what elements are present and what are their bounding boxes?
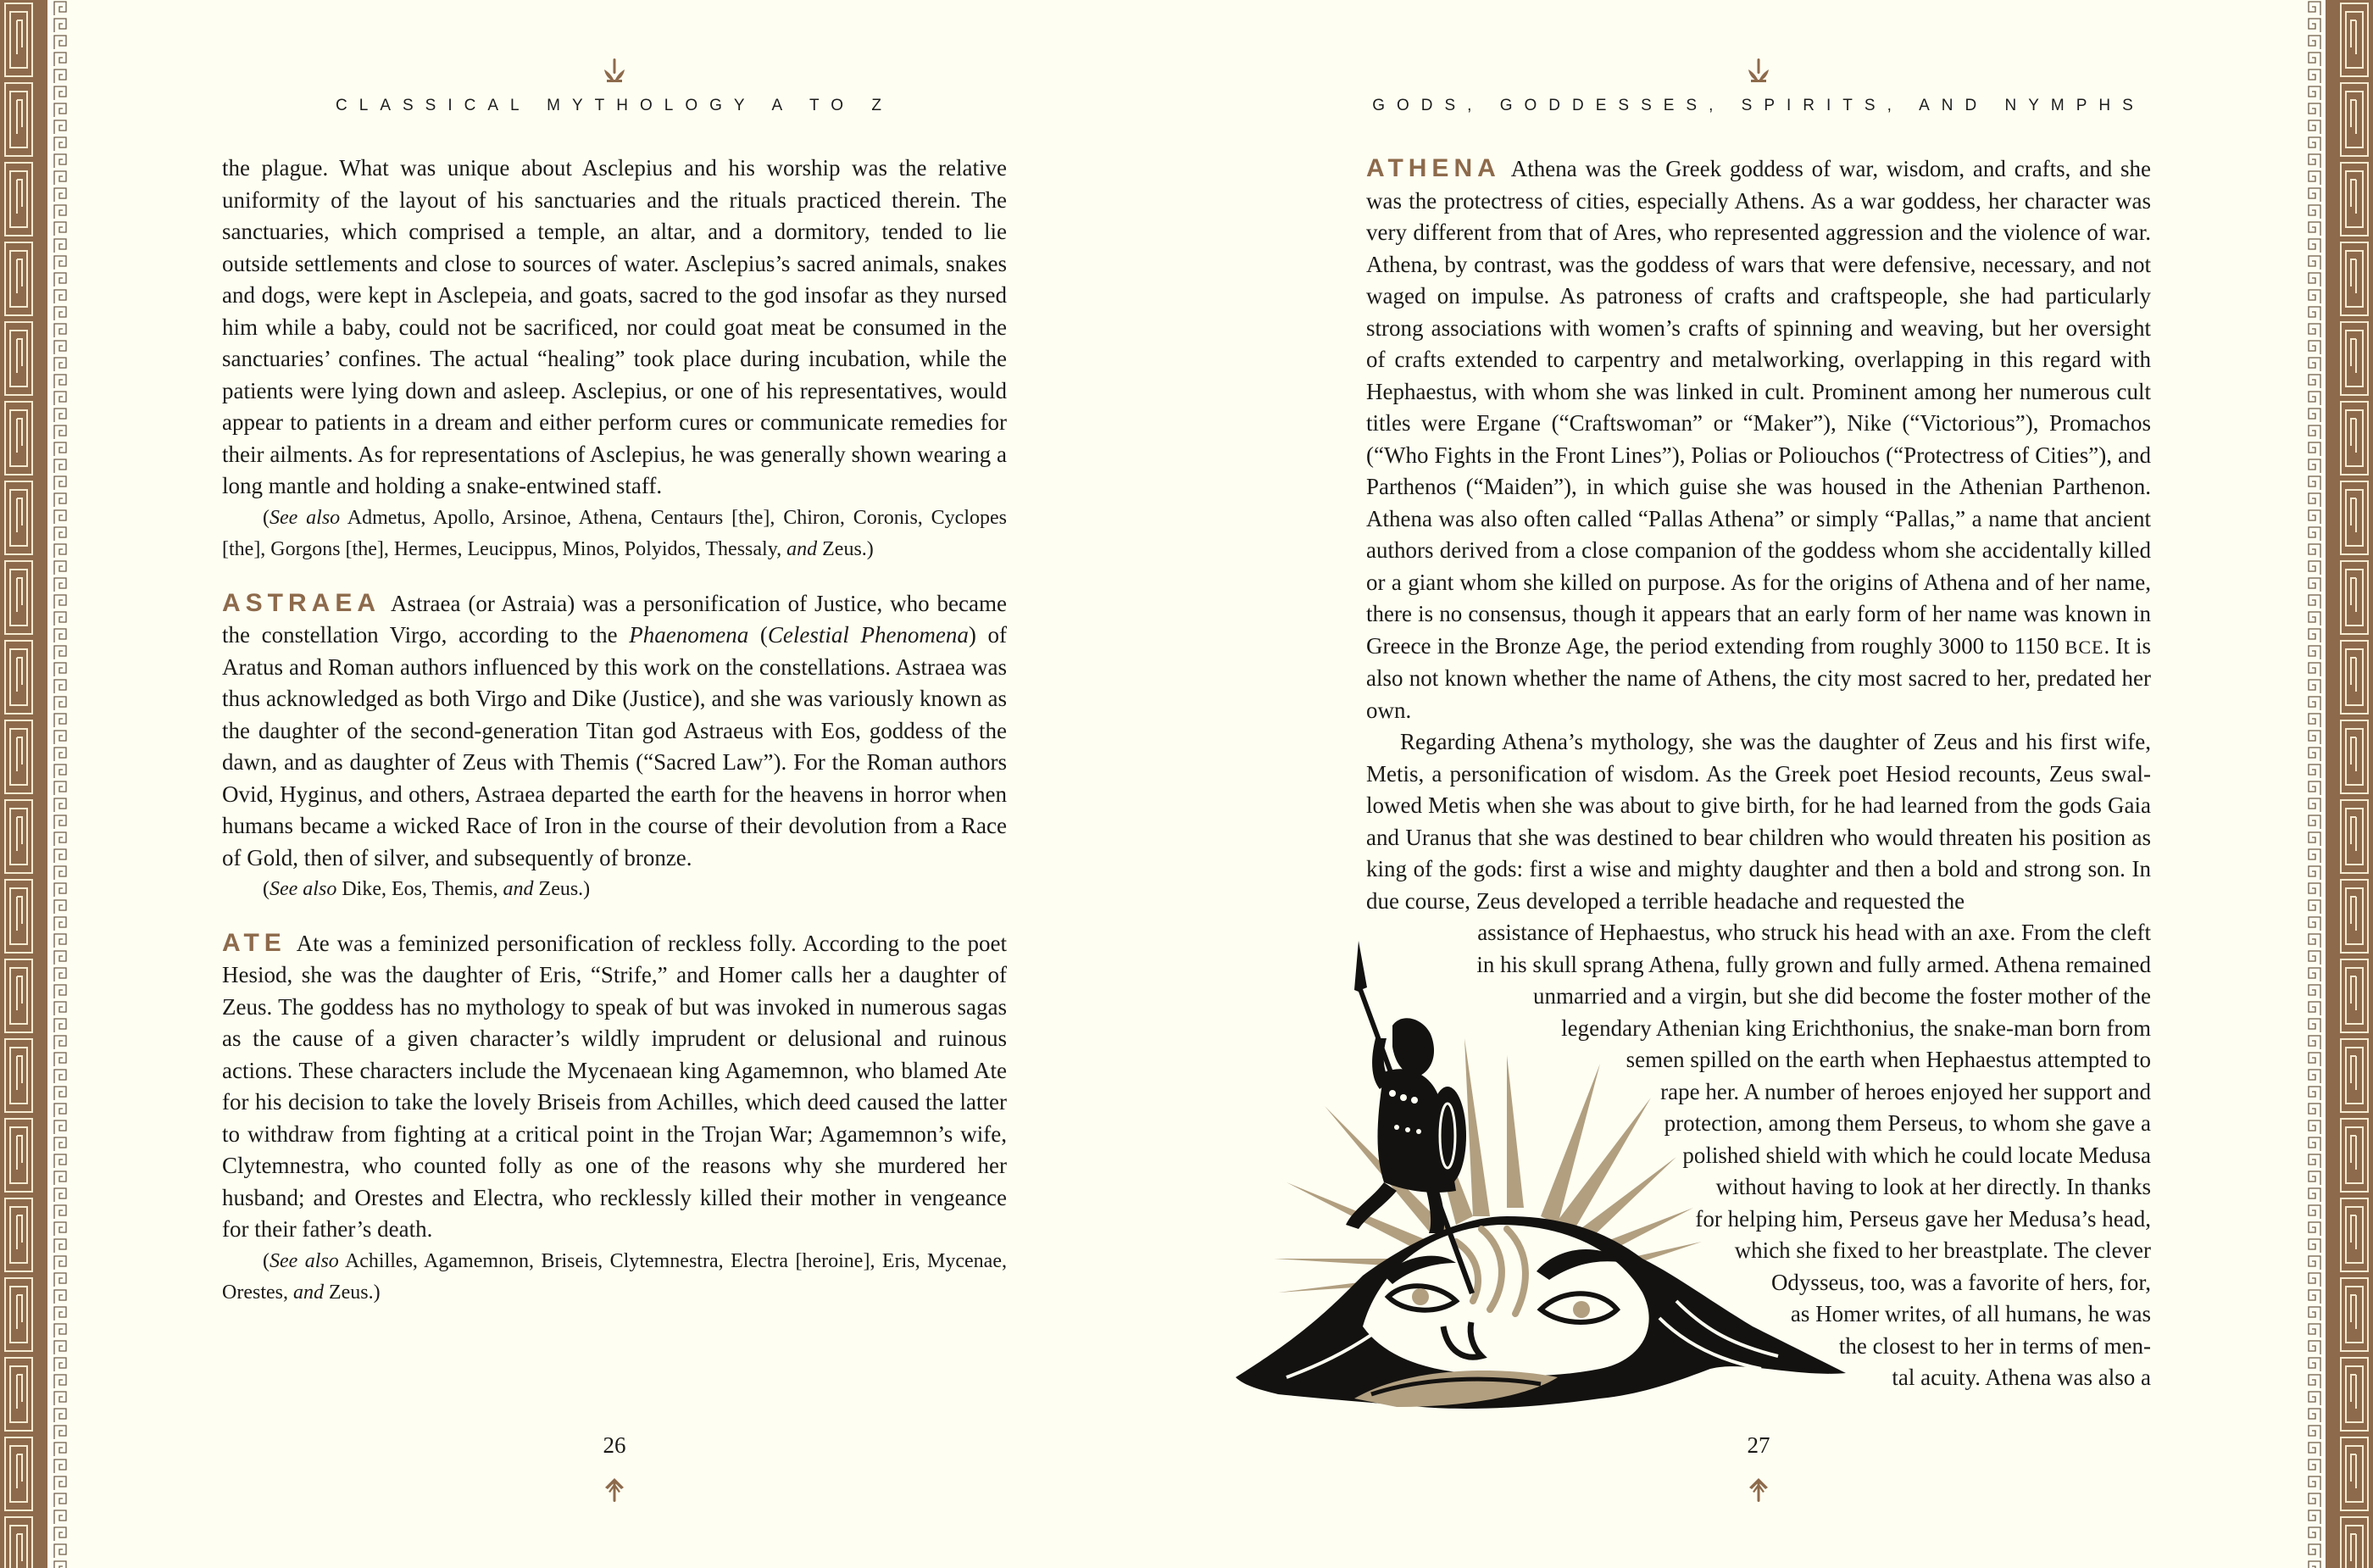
- work-title-translation: Celestial Phenomena: [767, 622, 969, 648]
- running-head: GODS, GODDESSES, SPIRITS, AND NYMPHS: [1372, 97, 2145, 114]
- see-also-last: Zeus.): [538, 878, 591, 900]
- entry-asclepius-continuation: [222, 153, 1007, 566]
- wrapped-line: protection, among them Perseus, to whom she gave a: [1664, 1110, 2151, 1136]
- wrapped-line: for helping him, Perseus gave her Medusa’s head,: [1695, 1205, 2151, 1232]
- see-also-label: See also: [270, 1249, 339, 1272]
- lotus-ornament-icon: [1746, 58, 1771, 85]
- greek-key-pattern-icon: [2326, 0, 2373, 1568]
- wrapped-line: assistance of Hephaestus, who struck his head with an axe. From the cleft: [1477, 920, 2151, 945]
- see-also-last: Zeus.): [328, 1282, 381, 1304]
- entry-text: the plague. What was unique about Asclepius and his worship was the relative uniformity of the layout of his sanctuaries and the rituals practiced therein. The sanctuaries, which comprised a temple, an altar, and a dormitory, tended to lie outside settlements and close to sources of water. Asclepius’s sacred animals, snakes and dogs, were kept in Asclepeia, and goats, sacred to the god insofar as they nursed him while a baby, could not be sacrificed, nor could goat meat be consumed in the sanctuaries’ confines. The actual “healing” took place during incubation, while the patients were lying down and asleep. Asclepius, or one of his representatives, would appear to patients in a dream and either perform cures or communicate remedies for their ailments. As for representations of Asclepius, he was generally shown wearing a long mantle and holding a snake-entwined staff.: [222, 155, 1007, 498]
- wrapped-line: legendary Athenian king Erichthonius, the snake-man born from: [1561, 1015, 2151, 1041]
- meander-pattern-icon: [53, 0, 69, 1568]
- wrapped-line: which she fixed to her breastplate. The clever: [1734, 1237, 2151, 1263]
- greek-key-pattern-icon: [0, 0, 47, 1568]
- left-page: [222, 0, 1007, 1568]
- greek-key-border-left: [0, 0, 47, 1568]
- entry-text-continued: ) of Aratus and Roman authors influenced by this work on the constellations. Astraea was thus acknowledged as both Virgo and Dike (Justice), and she was variously known as the daughter of the second-generation Titan god Astraeus with Eos, goddess of the dawn, and as daughter of Zeus with Themis (“Sacred Law”). For the Roman authors Ovid, Hyginus, and others, Astraea departed the earth for the heavens in horror when humans became a wicked Race of Iron in the course of their devolution from a Race of Gold, then of silver, and subsequently of bronze.: [222, 622, 1008, 870]
- wrapped-line: semen spilled on the earth when Hephaestus attempted to: [1626, 1047, 2151, 1072]
- athena-zeus-illustration-icon: [1202, 937, 1850, 1424]
- meander-strip-left: [53, 0, 69, 1568]
- entry-text: Astraea (or Astraia) was a personification of Justice, who became the constellation Virgo, according to the: [222, 590, 1007, 648]
- wrapped-line: polished shield with which he could locate Medusa: [1682, 1142, 2151, 1168]
- wrapped-line: the closest to her in terms of men-: [1838, 1332, 2151, 1359]
- wrapped-line: without having to look at her directly. In thanks: [1715, 1174, 2151, 1199]
- entry-paragraph-2: Regarding Athena’s mythology, she was the daughter of Zeus and his first wife, Metis, a personification of wisdom. As the Greek poet Hesiod recounts, Zeus swallowed Metis when she was about to give birth, for he had learned from the gods Gaia and Uranus that she was destined to bear children who would threaten his position as king of the gods: first a wise and mighty daughter and then a bold and strong son. In due course, Zeus developed a terrible headache and requested the: [1366, 729, 2151, 914]
- headword: ATE: [222, 928, 286, 957]
- entry-astraea: [222, 587, 1007, 906]
- palmette-arrow-ornament-icon: [602, 1476, 627, 1504]
- entry-ate: [222, 927, 1007, 1309]
- wrapped-line: Odysseus, too, was a favorite of hers, for,: [1770, 1269, 2151, 1295]
- palmette-arrow-ornament-icon: [1746, 1476, 1771, 1504]
- see-also-references: (See also Achilles, Agamemnon, Briseis, Clytemnestra, Electra [heroine], Eris, Mycenae, Orestes, and Zeus.): [222, 1249, 1007, 1304]
- see-also-references: (See also Admetus, Apollo, Arsinoe, Athena, Centaurs [the], Chiron, Coronis, Cyclopes [the], Gorgons [the], Hermes, Leucippus, Minos, Polyidos, Thessaly, and Zeus.): [222, 506, 1007, 560]
- left-page-body: [222, 153, 1007, 1309]
- page-number: 26: [603, 1432, 626, 1458]
- lotus-ornament-icon: [602, 58, 627, 85]
- see-also-last: Zeus.): [822, 538, 874, 560]
- entry-text: Ate was a feminized personification of reckless folly. According to the poet Hesiod, she was the daughter of Eris, “Strife,” and Homer calls her a daughter of Zeus. The goddess has no mythology to speak of but was invoked in numerous sagas as the cause of a given character’s wildly imprudent or delusional and ruinous actions. These characters include the Mycenaean king Agamemnon, who blamed Ate for his decision to take the lovely Briseis from Achilles, which deed caused the latter to withdraw from fighting at a critical point in the Trojan War; Agamemnon’s wife, Clytemnestra, who counted folly as one of the reasons why she murdered her husband; and Orestes and Electra, who recklessly killed their mother in vengeance for their father’s death.: [222, 930, 1007, 1242]
- entry-text: Athena was the Greek goddess of war, wisdom, and crafts, and she was the protectress of cities, especially Athens. As a war goddess, her character was very different from that of Ares, who represented aggression and the violence of war. Athena, by contrast, was the goddess of wars that were defensive, necessary, and not waged on impulse. As patroness of crafts and craftspeople, she had particularly strong associations with women’s crafts of spinning and weaving, but her oversight of crafts extended to carpentry and metalworking, overlapping in this regard with Hephaestus, with whom she was linked in cult. Prominent among her numerous cult titles were Ergane (“Craftswoman” or “Maker”), Nike (“Victorious”), Promachos (“Who Fights in the Front Lines”), Polias or Poliouchos (“Protectress of Cities”), and Parthenos (“Maiden”), in which guise she was housed in the Athenian Parthenon. Athena was also often called “Pallas Athena” or simply “Pallas,” a name that ancient authors derived from a close companion of the goddess whom she accidentally killed or a giant whom she killed on purpose. As for the origins of Athena and of her name, there is no consensus, though it appears that an early form of her name was known in Greece in the Bronze Age, the period extending from roughly 3000 to 1150: [1366, 156, 2151, 659]
- headword: ASTRAEA: [222, 588, 381, 617]
- see-also-label: See also: [270, 506, 341, 529]
- meander-strip-right: [2305, 0, 2322, 1568]
- see-also-references: (See also Dike, Eos, Themis, and Zeus.): [263, 878, 591, 900]
- entry-text-continued: . It is also not known whether the name of Athens, the city most sacred to her, predated her own.: [1366, 632, 2152, 723]
- paren-open: (: [759, 622, 768, 648]
- headword: ATHENA: [1366, 154, 1501, 182]
- wrapped-line: unmarried and a virgin, but she did become the foster mother of the: [1532, 983, 2151, 1009]
- page-number: 27: [1747, 1432, 1770, 1458]
- see-also-and: and: [503, 878, 534, 900]
- wrapped-line: as Homer writes, of all humans, he was: [1790, 1301, 2151, 1326]
- see-also-label: See also: [270, 878, 337, 900]
- meander-pattern-icon: [2305, 0, 2322, 1568]
- see-also-list: Dike, Eos, Themis,: [342, 878, 498, 900]
- see-also-list: Admetus, Apollo, Arsinoe, Athena, Centaurs [the], Chiron, Coronis, Cyclopes [the], Gorgons [the], Hermes, Leucippus, Minos, Polyidos, Thessaly,: [222, 506, 1007, 560]
- work-title: Phaenomena: [629, 622, 749, 648]
- wrapped-line: rape her. A number of heroes enjoyed her support and: [1660, 1078, 2151, 1104]
- see-also-list: Achilles, Agamemnon, Briseis, Clytemnestra, Electra [heroine], Eris, Mycenae, Orestes,: [222, 1249, 1007, 1304]
- athena-zeus-illustration: [1202, 937, 1850, 1424]
- see-also-and: and: [292, 1282, 324, 1304]
- wrapped-line: tal acuity. Athena was also a: [1892, 1365, 2151, 1390]
- running-head: CLASSICAL MYTHOLOGY A TO Z: [336, 97, 893, 114]
- see-also-and: and: [786, 538, 818, 560]
- wrapped-line: in his skull sprang Athena, fully grown and fully armed. Athena remained: [1476, 951, 2151, 977]
- era-abbreviation: BCE: [2065, 636, 2104, 658]
- greek-key-border-right: [2326, 0, 2373, 1568]
